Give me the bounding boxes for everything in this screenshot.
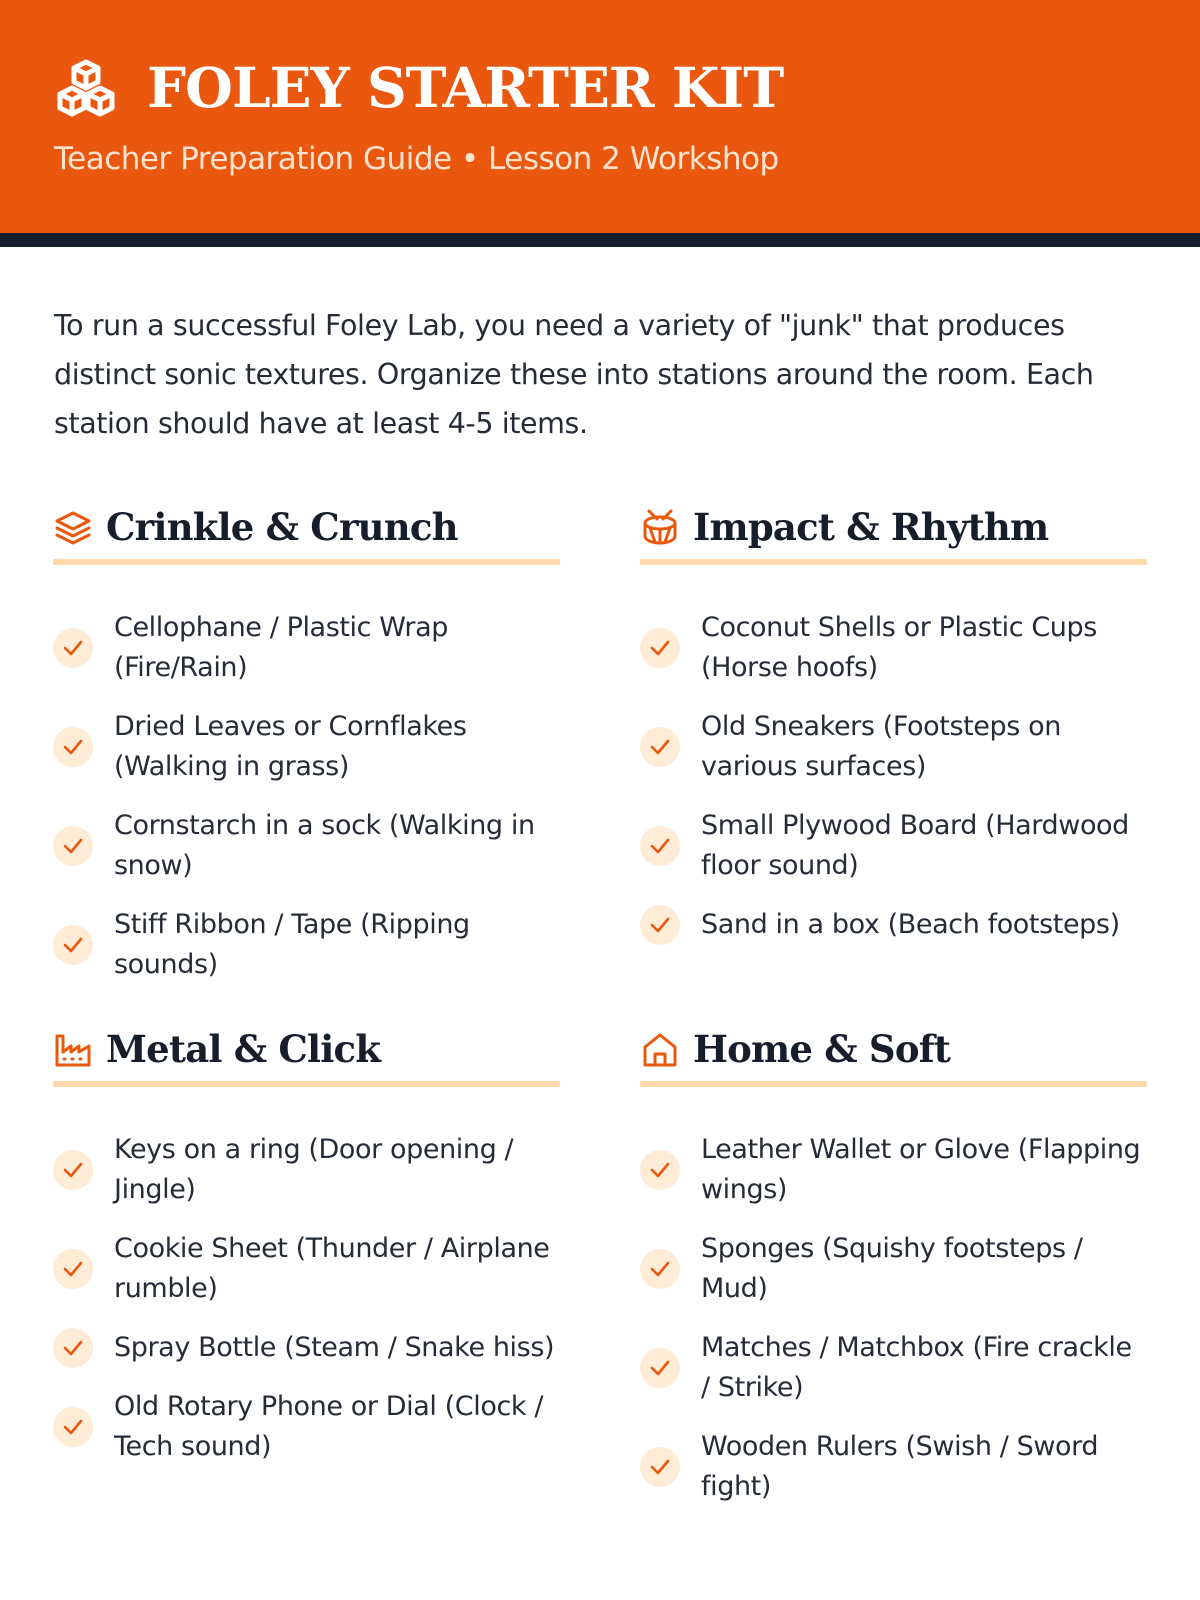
list-item: Cookie Sheet (Thunder / Airplane rumble)	[53, 1229, 560, 1309]
drum-icon	[640, 508, 680, 548]
item-list	[640, 1130, 1147, 1526]
check-icon	[640, 727, 680, 767]
check-icon	[53, 1150, 93, 1190]
list-item: Stiff Ribbon / Tape (Ripping sounds)	[53, 905, 560, 985]
list-item: Old Rotary Phone or Dial (Clock / Tech sound)	[53, 1387, 560, 1467]
section-rule	[53, 559, 560, 565]
item-list	[640, 608, 1147, 964]
list-item: Small Plywood Board (Hardwood floor sound)	[640, 806, 1147, 886]
house-icon	[640, 1030, 680, 1070]
section-title: Home & Soft	[693, 1027, 951, 1071]
check-icon	[640, 628, 680, 668]
section-title: Metal & Click	[106, 1027, 381, 1071]
list-item: Cellophane / Plastic Wrap (Fire/Rain)	[53, 608, 560, 688]
check-icon	[53, 1407, 93, 1447]
section-crinkle-crunch	[53, 496, 560, 980]
section-home-soft	[640, 1018, 1147, 1502]
section-rule	[640, 559, 1147, 565]
page-header	[0, 0, 1200, 233]
list-item: Matches / Matchbox (Fire crackle / Strike)	[640, 1328, 1147, 1408]
section-title: Crinkle & Crunch	[106, 505, 458, 549]
list-item: Dried Leaves or Cornflakes (Walking in grass)	[53, 707, 560, 787]
list-item: Old Sneakers (Footsteps on various surfaces)	[640, 707, 1147, 787]
page-subtitle: Teacher Preparation Guide • Lesson 2 Workshop	[54, 141, 779, 177]
factory-icon	[53, 1030, 93, 1070]
list-item: Leather Wallet or Glove (Flapping wings)	[640, 1130, 1147, 1210]
check-icon	[53, 826, 93, 866]
check-icon	[640, 1348, 680, 1388]
section-rule	[53, 1081, 560, 1087]
section-impact-rhythm	[640, 496, 1147, 940]
check-icon	[640, 1447, 680, 1487]
check-icon	[53, 1328, 93, 1368]
check-icon	[640, 905, 680, 945]
header-divider	[0, 233, 1200, 247]
section-metal-click	[53, 1018, 560, 1462]
list-item: Sand in a box (Beach footsteps)	[640, 905, 1147, 945]
check-icon	[53, 628, 93, 668]
item-list	[53, 1130, 560, 1486]
layers-icon	[53, 508, 93, 548]
section-header	[640, 496, 1147, 576]
section-title: Impact & Rhythm	[693, 505, 1049, 549]
check-icon	[640, 1249, 680, 1289]
check-icon	[53, 1249, 93, 1289]
list-item: Sponges (Squishy footsteps / Mud)	[640, 1229, 1147, 1309]
check-icon	[53, 727, 93, 767]
section-rule	[640, 1081, 1147, 1087]
list-item: Cornstarch in a sock (Walking in snow)	[53, 806, 560, 886]
section-header	[640, 1018, 1147, 1098]
section-header	[53, 496, 560, 576]
list-item: Spray Bottle (Steam / Snake hiss)	[53, 1328, 560, 1368]
intro-paragraph: To run a successful Foley Lab, you need a variety of "junk" that produces distinct sonic textures. Organize these into stations around the room. Each station should have at least 4-5 items.	[54, 309, 1094, 440]
boxes-icon	[53, 57, 119, 121]
check-icon	[53, 925, 93, 965]
check-icon	[640, 826, 680, 866]
page-title: FOLEY STARTER KIT	[147, 55, 784, 120]
list-item: Coconut Shells or Plastic Cups (Horse hoofs)	[640, 608, 1147, 688]
item-list	[53, 608, 560, 1004]
section-header	[53, 1018, 560, 1098]
check-icon	[640, 1150, 680, 1190]
list-item: Keys on a ring (Door opening / Jingle)	[53, 1130, 560, 1210]
list-item: Wooden Rulers (Swish / Sword fight)	[640, 1427, 1147, 1507]
